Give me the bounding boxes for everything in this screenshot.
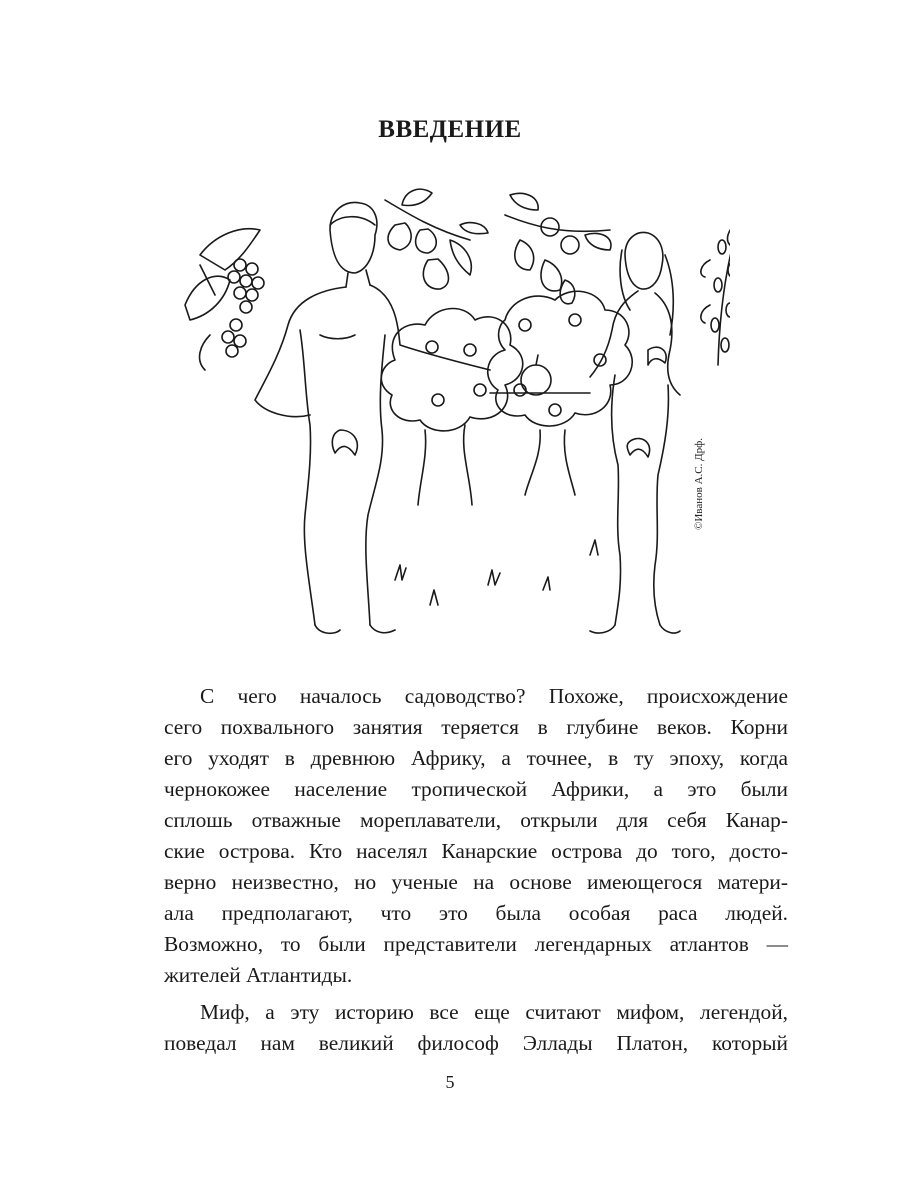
grape-vine-drawing: [185, 229, 264, 370]
artist-signature: ©Иванов А.С. Дрф.: [693, 438, 705, 530]
pear-branch-drawing: [385, 189, 488, 289]
text-line: поведал нам великий философ Эллады Платон, который: [164, 1031, 788, 1055]
apple-branch-drawing: [505, 193, 611, 303]
text-line: ала предполагают, что это была особая раса людей.: [164, 901, 788, 925]
adam-figure-drawing: [255, 202, 490, 633]
adam-and-eve-illustration: [170, 185, 730, 645]
text-line: сего похвального занятия теряется в глубине веков. Корни: [164, 715, 788, 739]
eve-figure-drawing: [590, 232, 680, 633]
text-line: жителей Атлантиды.: [164, 963, 353, 987]
text-line: ские острова. Кто населял Канарские острова до того, досто-: [164, 839, 788, 863]
text-line: чернокожее население тропической Африки, а это были: [164, 777, 788, 801]
olive-branch-drawing: [701, 205, 730, 365]
page-number: 5: [445, 1072, 455, 1092]
text-line: Миф, а эту историю все еще считают мифом, легендой,: [200, 1000, 788, 1024]
paragraph-2: [164, 997, 788, 1059]
paragraph-1: [164, 681, 788, 991]
text-line: его уходят в древнюю Африку, а точнее, в ту эпоху, когда: [164, 746, 788, 770]
text-line: С чего началось садоводство? Похоже, происхождение: [200, 684, 788, 708]
apple-tree-drawing: [381, 291, 632, 505]
grass-drawing: [395, 540, 598, 605]
text-line: Возможно, то были представители легендарных атлантов —: [164, 932, 788, 956]
page-title: ВВЕДЕНИЕ: [378, 116, 522, 143]
body-text: [164, 681, 788, 1065]
text-line: верно неизвестно, но ученые на основе имеющегося матери-: [164, 870, 788, 894]
text-line: сплошь отважные мореплаватели, открыли для себя Канар-: [164, 808, 788, 832]
